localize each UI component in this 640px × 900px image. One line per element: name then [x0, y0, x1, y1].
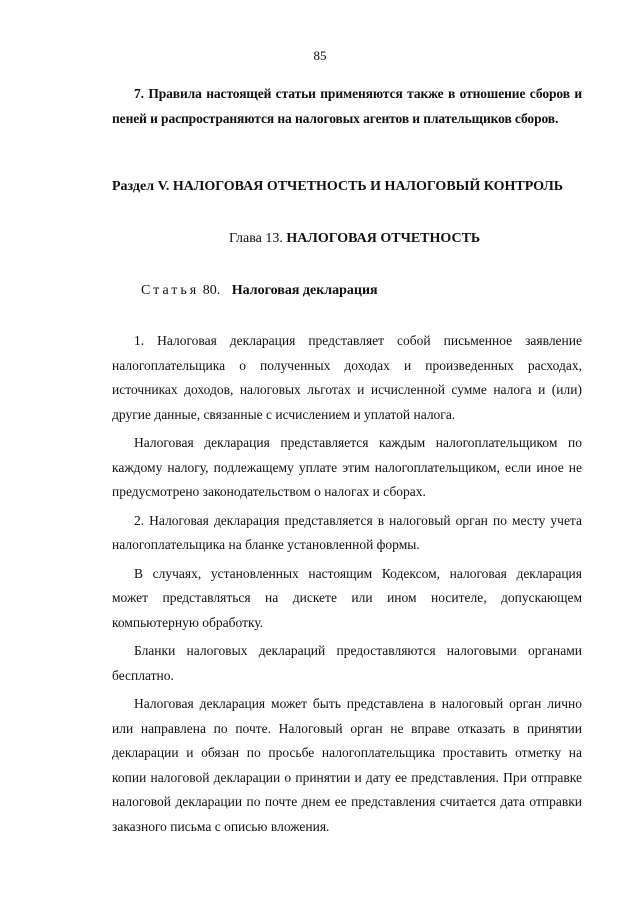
paragraph: В случаях, установленных настоящим Кодексом, налоговая декларация может представляться на дискете или ином носителе, допускающем компьютерную обработку.	[112, 565, 582, 630]
chapter-heading	[229, 231, 480, 247]
clause-7-text: 7. Правила настоящей статьи применяются также в отношение сборов и пеней и распространяются на налоговых агентов и плательщиков сборов.	[112, 86, 582, 126]
paragraph: Налоговая декларация представляется каждым налогоплательщиком по каждому налогу, подлежащему уплате этим налогоплательщиком, если иное не предусмотрено законодательством о налогах и сборах.	[112, 435, 582, 499]
page-number: 85	[313, 48, 327, 63]
chapter-prefix: Глава 13.	[229, 231, 283, 246]
article-title: Налоговая декларация	[231, 283, 378, 298]
article-word: Статья	[141, 283, 200, 298]
article-heading	[141, 283, 378, 299]
paragraph: 1. Налоговая декларация представляет собой письменное заявление налогоплательщика о полученных доходах и произведенных расходах, источниках доходов, налоговых льготах и исчисленной сумме налога и (или) другие данные, связанные с исчислением и уплатой налога.	[112, 333, 582, 422]
article-body	[112, 329, 582, 839]
paragraph: 2. Налоговая декларация представляется в налоговый орган по месту учета налогоплательщика на бланке установленной формы.	[112, 512, 582, 552]
article-number: 80.	[202, 283, 221, 298]
clause-7	[112, 82, 582, 131]
paragraph: Бланки налоговых деклараций предоставляются налоговыми органами бесплатно.	[112, 643, 582, 683]
section-heading: Раздел V. НАЛОГОВАЯ ОТЧЕТНОСТЬ И НАЛОГОВЫЙ КОНТРОЛЬ	[112, 179, 564, 194]
chapter-title: НАЛОГОВАЯ ОТЧЕТНОСТЬ	[286, 231, 481, 246]
paragraph: Налоговая декларация может быть представлена в налоговый орган лично или направлена по почте. Налоговый орган не вправе отказать в принятии декларации и обязан по просьбе налогоплательщика проставить отметку на копии налоговой декларации о принятии и дату ее представления. При отправке налоговой декларации по почте днем ее представления считается дата отправки заказного письма с описью вложения.	[112, 696, 582, 834]
